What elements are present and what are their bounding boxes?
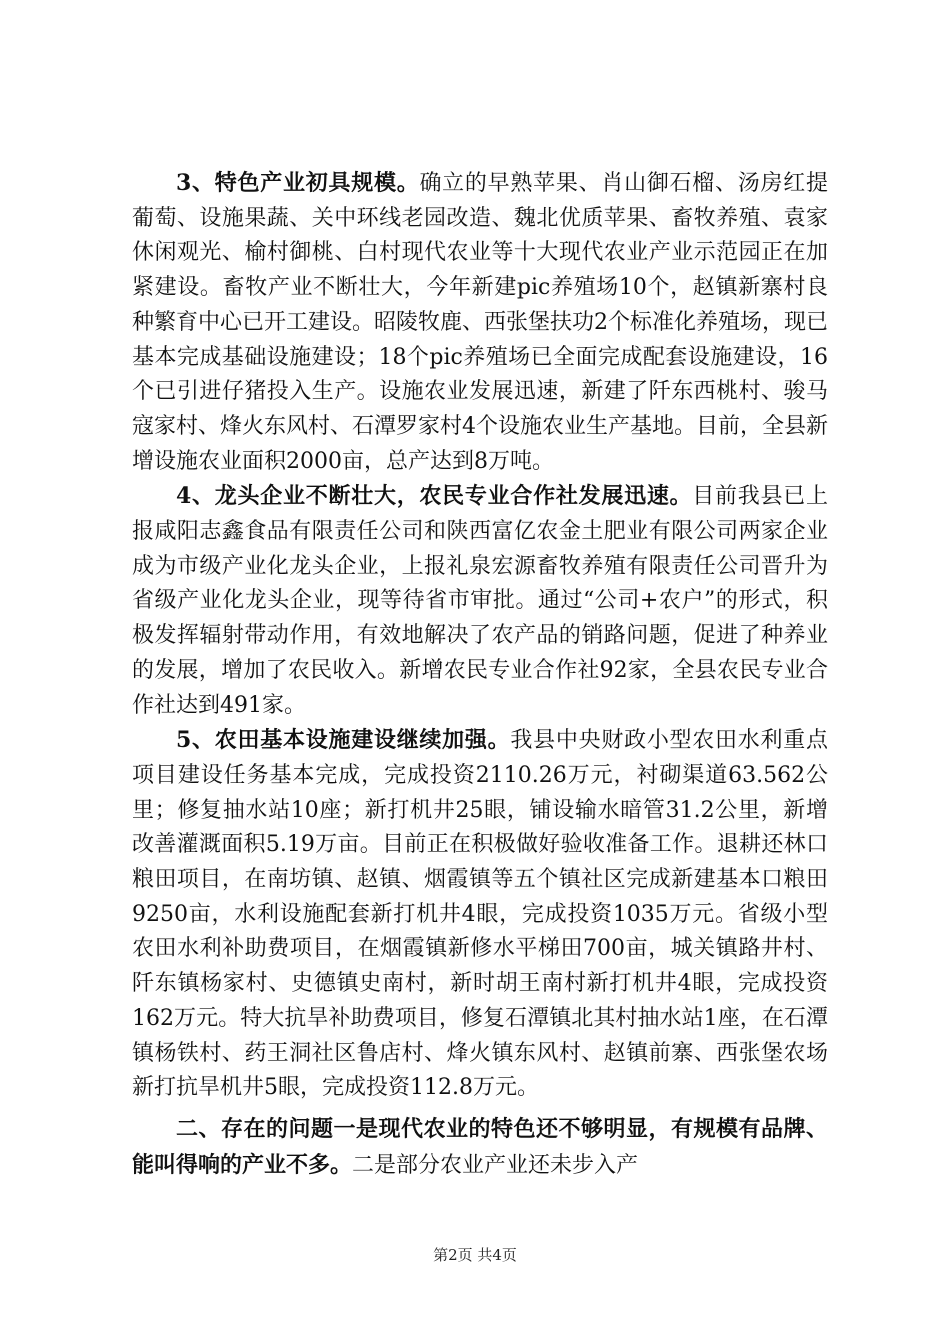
- paragraph-text: 确立的早熟苹果、肖山御石榴、汤房红提葡萄、设施果蔬、关中环线老园改造、魏北优质苹果、畜牧养殖、袁家休闲观光、榆村御桃、白村现代农业等十大现代农业产业示范园正在加紧建设。畜牧产业不断壮大，今年新建pic养殖场10个，赵镇新寨村良种繁育中心已开工建设。昭陵牧鹿、西张堡扶功2个标准化养殖场，现已基本完成基础设施建设；18个pic养殖场已全面完成配套设施建设，16个已引进仔猪投入生产。设施农业发展迅速，新建了阡东西桃村、骏马寇家村、烽火东风村、石潭罗家村4个设施农业生产基地。目前，全县新增设施农业面积2000亩，总产达到8万吨。: [132, 171, 828, 474]
- page-number-footer: 第2页 共4页: [433, 1246, 517, 1264]
- paragraph-lead: 4、龙头企业不断壮大，农民专业合作社发展迅速。: [176, 483, 693, 510]
- paragraph-text: 目前我县已上报咸阳志鑫食品有限责任公司和陕西富亿农金土肥业有限公司两家企业成为市级产业化龙头企业，上报礼泉宏源畜牧养殖有限责任公司晋升为省级产业化龙头企业，现等待省市审批。通过“公司+农户”的形式，积极发挥辐射带动作用，有效地解决了农产品的销路问题，促进了种养业的发展，增加了农民收入。新增农民专业合作社92家，全县农民专业合作社达到491家。: [132, 484, 828, 718]
- paragraph-text: 我县中央财政小型农田水利重点项目建设任务基本完成，完成投资2110.26万元，衬砌渠道63.562公里；修复抽水站10座；新打机井25眼，铺设输水暗管31.2公里，新增改善灌溉面积5.19万亩。目前正在积极做好验收准备工作。退耕还林口粮田项目，在南坊镇、赵镇、烟霞镇等五个镇社区完成新建基本口粮田9250亩，水利设施配套新打机井4眼，完成投资1035万元。省级小型农田水利补助费项目，在烟霞镇新修水平梯田700亩，城关镇路井村、阡东镇杨家村、史德镇史南村，新时胡王南村新打机井4眼，完成投资162万元。特大抗旱补助费项目，修复石潭镇北其村抽水站1座，在石潭镇杨铁村、药王洞社区鲁店村、烽火镇东风村、赵镇前寨、西张堡农场新打抗旱机井5眼，完成投资112.8万元。: [132, 728, 828, 1101]
- paragraph-lead: 3、特色产业初具规模。: [176, 170, 420, 196]
- paragraph-lead: 5、农田基本设施建设继续加强。: [176, 727, 511, 754]
- paragraph-text: 二是部分农业产业还未步入产: [352, 1152, 639, 1178]
- paragraph-leading-enterprises: [132, 479, 828, 723]
- document-body: [132, 166, 828, 1183]
- paragraph-existing-problems: [132, 1112, 828, 1183]
- paragraph-featured-industries: [132, 166, 828, 479]
- paragraph-lead: 二、存在的问题一是现代农业的特色还不够明显，有规模有品牌、能叫得响的产业不多。: [132, 1115, 828, 1178]
- paragraph-farmland-infrastructure: [132, 723, 828, 1106]
